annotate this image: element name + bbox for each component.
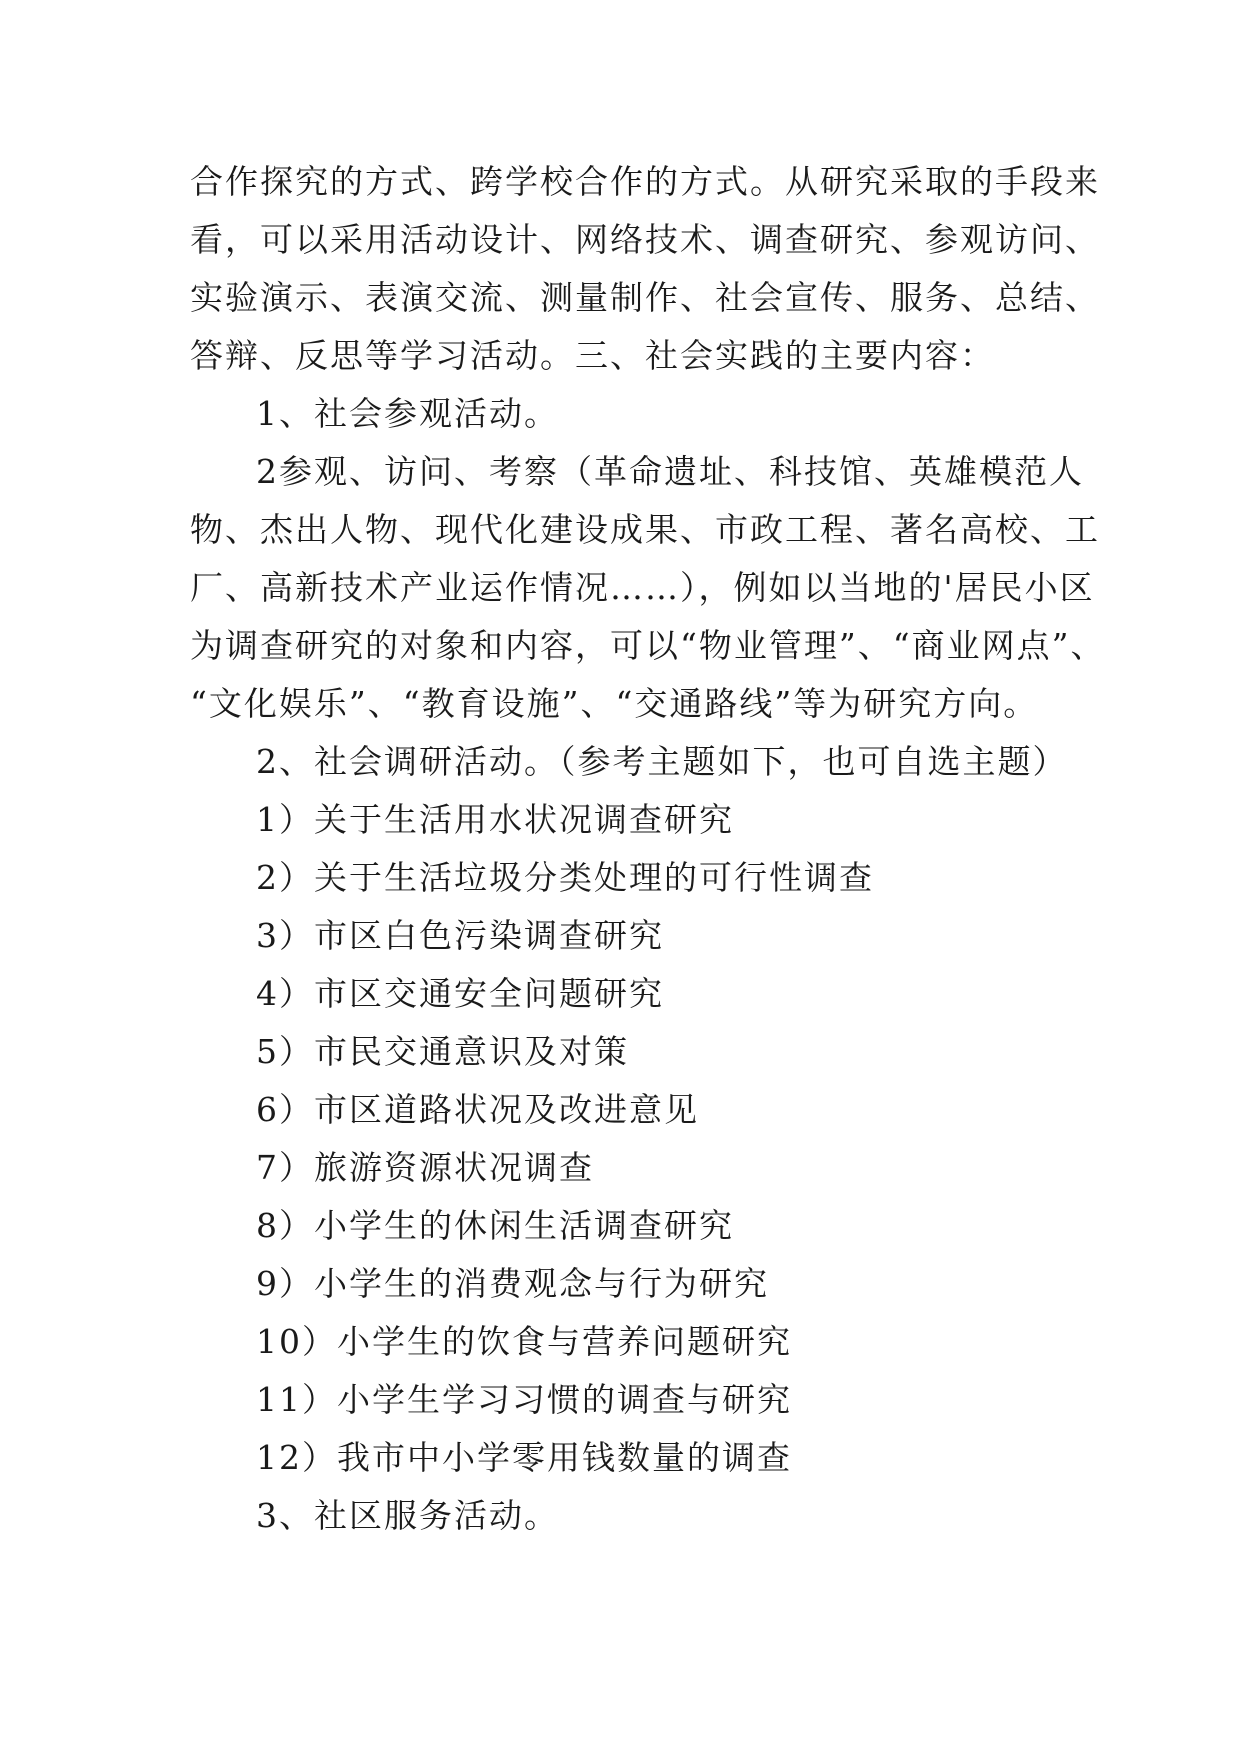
text-line: 为调查研究的对象和内容，可以“物业管理”、“商业网点”、 <box>190 626 1106 665</box>
text-line: 3、社区服务活动。 <box>256 1496 559 1535</box>
text-line: 6）市区道路状况及改进意见 <box>256 1090 699 1129</box>
text-line: 2、社会调研活动。（参考主题如下，也可自选主题） <box>256 742 1068 781</box>
text-line: 5）市民交通意识及对策 <box>256 1032 629 1071</box>
text-line: “文化娱乐”、“教育设施”、“交通路线”等为研究方向。 <box>190 684 1039 723</box>
text-line: 2）关于生活垃圾分类处理的可行性调查 <box>256 858 874 897</box>
text-line: 看，可以采用活动设计、网络技术、调查研究、参观访问、 <box>190 220 1100 259</box>
text-line: 8）小学生的休闲生活调查研究 <box>256 1206 734 1245</box>
text-line: 1）关于生活用水状况调查研究 <box>256 800 734 839</box>
text-line: 7）旅游资源状况调查 <box>256 1148 594 1187</box>
document-body <box>190 153 1106 1545</box>
text-line: 9）小学生的消费观念与行为研究 <box>256 1264 769 1303</box>
text-line: 4）市区交通安全问题研究 <box>256 974 664 1013</box>
text-line: 实验演示、表演交流、测量制作、社会宣传、服务、总结、 <box>190 278 1100 317</box>
text-line: 答辩、反思等学习活动。三、社会实践的主要内容： <box>190 336 995 375</box>
text-line: 12）我市中小学零用钱数量的调查 <box>256 1438 792 1477</box>
text-line: 11）小学生学习习惯的调查与研究 <box>256 1380 792 1419</box>
text-line: 3）市区白色污染调查研究 <box>256 916 664 955</box>
text-line: 厂、高新技术产业运作情况……），例如以当地的'居民小区 <box>190 568 1095 607</box>
text-line: 1、社会参观活动。 <box>256 394 559 433</box>
text-line: 合作探究的方式、跨学校合作的方式。从研究采取的手段来 <box>190 162 1100 201</box>
text-line: 2参观、访问、考察（革命遗址、科技馆、英雄模范人 <box>256 452 1084 491</box>
text-line: 物、杰出人物、现代化建设成果、市政工程、著名高校、工 <box>190 510 1100 549</box>
text-line: 10）小学生的饮食与营养问题研究 <box>256 1322 792 1361</box>
